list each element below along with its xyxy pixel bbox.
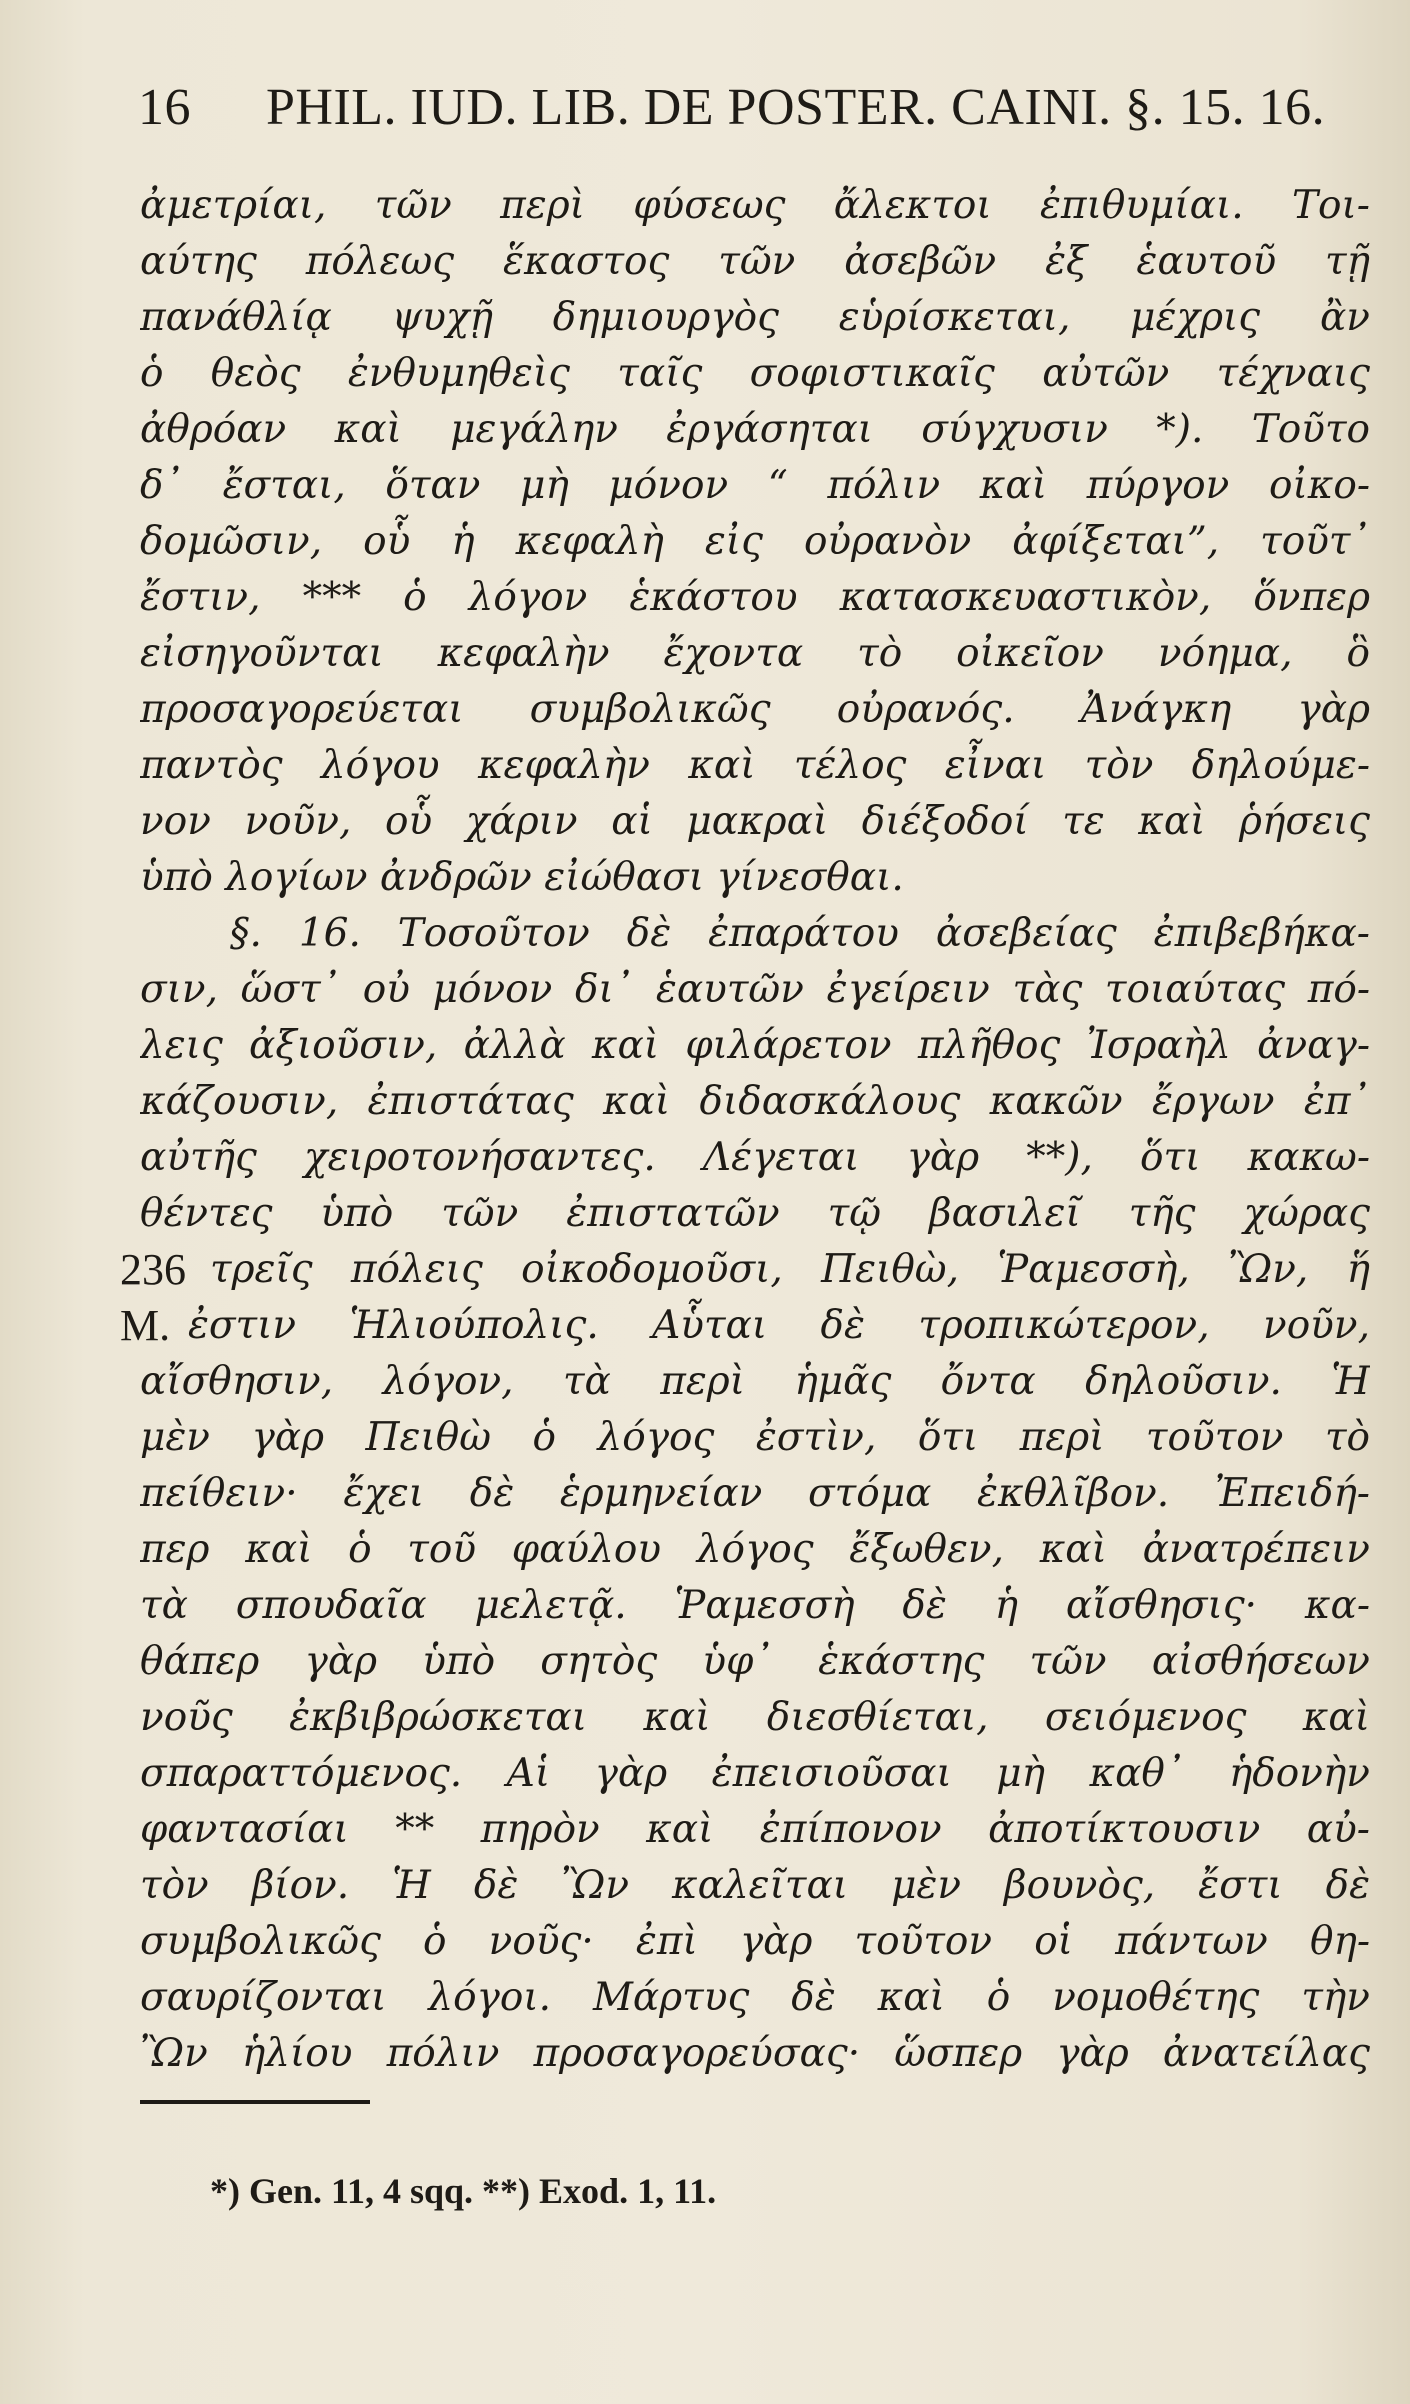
text-line: λεις ἀξιοῦσιν, ἀλλὰ καὶ φιλάρετον πλῆθος Ἰσραὴλ ἀναγ-	[140, 1023, 1370, 1068]
margin-page-number: 236	[120, 1245, 186, 1294]
margin-letter: M.	[120, 1301, 171, 1350]
text-line: ἀθρόαν καὶ μεγάλην ἐργάσηται σύγχυσιν *). Τοῦτο	[140, 407, 1370, 452]
footnote: *) Gen. 11, 4 sqq. **) Exod. 1, 11.	[210, 2171, 717, 2211]
text-line: αὐτῆς χειροτονήσαντες. Λέγεται γὰρ **), ὅτι κακω-	[140, 1135, 1370, 1180]
text-line: ἔστιν, *** ὁ λόγον ἑκάστου κατασκευαστικὸν, ὅνπερ	[140, 575, 1370, 620]
text-line: ἀμετρίαι, τῶν περὶ φύσεως ἄλεκτοι ἐπιθυμίαι. Τοι-	[140, 183, 1370, 228]
text-line: αύτης πόλεως ἕκαστος τῶν ἀσεβῶν ἐξ ἑαυτοῦ τῇ	[140, 239, 1370, 284]
text-line: μὲν γὰρ Πειθὼ ὁ λόγος ἐστὶν, ὅτι περὶ τοῦτον τὸ	[140, 1415, 1370, 1460]
section-start-line: §. 16. Τοσοῦτον δὲ ἐπαράτου ἀσεβείας ἐπιβεβήκα-	[230, 911, 1370, 956]
text-line: σιν, ὥστ᾽ οὐ μόνον δι᾽ ἑαυτῶν ἐγείρειν τὰς τοιαύτας πό-	[140, 967, 1370, 1012]
text-line: ἐστιν Ἡλιούπολις. Αὗται δὲ τροπικώτερον, νοῦν,	[188, 1303, 1370, 1348]
text-line: ὁ θεὸς ἐνθυμηθεὶς ταῖς σοφιστικαῖς αὐτῶν τέχναις	[140, 351, 1370, 396]
text-line: θέντες ὑπὸ τῶν ἐπιστατῶν τῷ βασιλεῖ τῆς χώρας	[140, 1191, 1370, 1236]
text-line: σπαραττόμενος. Αἱ γὰρ ἐπεισιοῦσαι μὴ καθ᾽ ἡδονὴν	[140, 1751, 1370, 1796]
text-line: τὰ σπουδαῖα μελετᾷ. Ῥαμεσσὴ δὲ ἡ αἴσθησις· κα-	[140, 1583, 1370, 1628]
text-line: τρεῖς πόλεις οἰκοδομοῦσι, Πειθὼ, Ῥαμεσσὴ, Ὢν, ἥ	[210, 1247, 1370, 1292]
text-line: δομῶσιν, οὗ ἡ κεφαλὴ εἰς οὐρανὸν ἀφίξεται”, τοῦτ᾽	[140, 519, 1370, 564]
text-line: αἴσθησιν, λόγον, τὰ περὶ ἡμᾶς ὄντα δηλοῦσιν. Ἡ	[140, 1359, 1370, 1404]
text-line: τὸν βίον. Ἡ δὲ Ὢν καλεῖται μὲν βουνὸς, ἔστι δὲ	[140, 1863, 1370, 1908]
page-number: 16	[138, 79, 191, 136]
text-line: σαυρίζονται λόγοι. Μάρτυς δὲ καὶ ὁ νομοθέτης τὴν	[140, 1975, 1370, 2020]
footnote-rule	[140, 2100, 370, 2104]
text-line: νοῦς ἐκβιβρώσκεται καὶ διεσθίεται, σειόμενος καὶ	[140, 1695, 1370, 1740]
text-line: προσαγορεύεται συμβολικῶς οὐρανός. Ἀνάγκη γὰρ	[140, 687, 1370, 732]
text-line: ὑπὸ λογίων ἀνδρῶν εἰώθασι γίνεσθαι.	[140, 855, 904, 900]
text-line: κάζουσιν, ἐπιστάτας καὶ διδασκάλους κακῶν ἔργων ἐπ᾽	[140, 1079, 1370, 1124]
text-line: συμβολικῶς ὁ νοῦς· ἐπὶ γὰρ τοῦτον οἱ πάντων θη-	[140, 1919, 1370, 1964]
text-line: θάπερ γὰρ ὑπὸ σητὸς ὑφ᾽ ἑκάστης τῶν αἰσθήσεων	[140, 1639, 1370, 1684]
text-line: Ὢν ἡλίου πόλιν προσαγορεύσας· ὥσπερ γὰρ ἀνατείλας	[140, 2031, 1370, 2076]
text-line: δ᾽ ἔσται, ὅταν μὴ μόνον “ πόλιν καὶ πύργον οἰκο-	[140, 463, 1370, 508]
text-line: πείθειν· ἔχει δὲ ἑρμηνείαν στόμα ἐκθλῖβον. Ἐπειδή-	[140, 1471, 1370, 1516]
text-line: παντὸς λόγου κεφαλὴν καὶ τέλος εἶναι τὸν δηλούμε-	[140, 743, 1370, 788]
text-line: νον νοῦν, οὗ χάριν αἱ μακραὶ διέξοδοί τε καὶ ῥήσεις	[140, 799, 1370, 844]
running-title: PHIL. IUD. LIB. DE POSTER. CAINI. §. 15. 16.	[266, 79, 1326, 136]
text-line: περ καὶ ὁ τοῦ φαύλου λόγος ἔξωθεν, καὶ ἀνατρέπειν	[140, 1527, 1370, 1572]
text-line: φαντασίαι ** πηρὸν καὶ ἐπίπονον ἀποτίκτουσιν αὐ-	[140, 1807, 1370, 1852]
text-line: εἰσηγοῦνται κεφαλὴν ἔχοντα τὸ οἰκεῖον νόημα, ὃ	[140, 631, 1370, 676]
text-line: πανάθλίᾳ ψυχῇ δημιουργὸς εὑρίσκεται, μέχρις ἂν	[140, 295, 1370, 340]
running-header	[138, 78, 1378, 148]
